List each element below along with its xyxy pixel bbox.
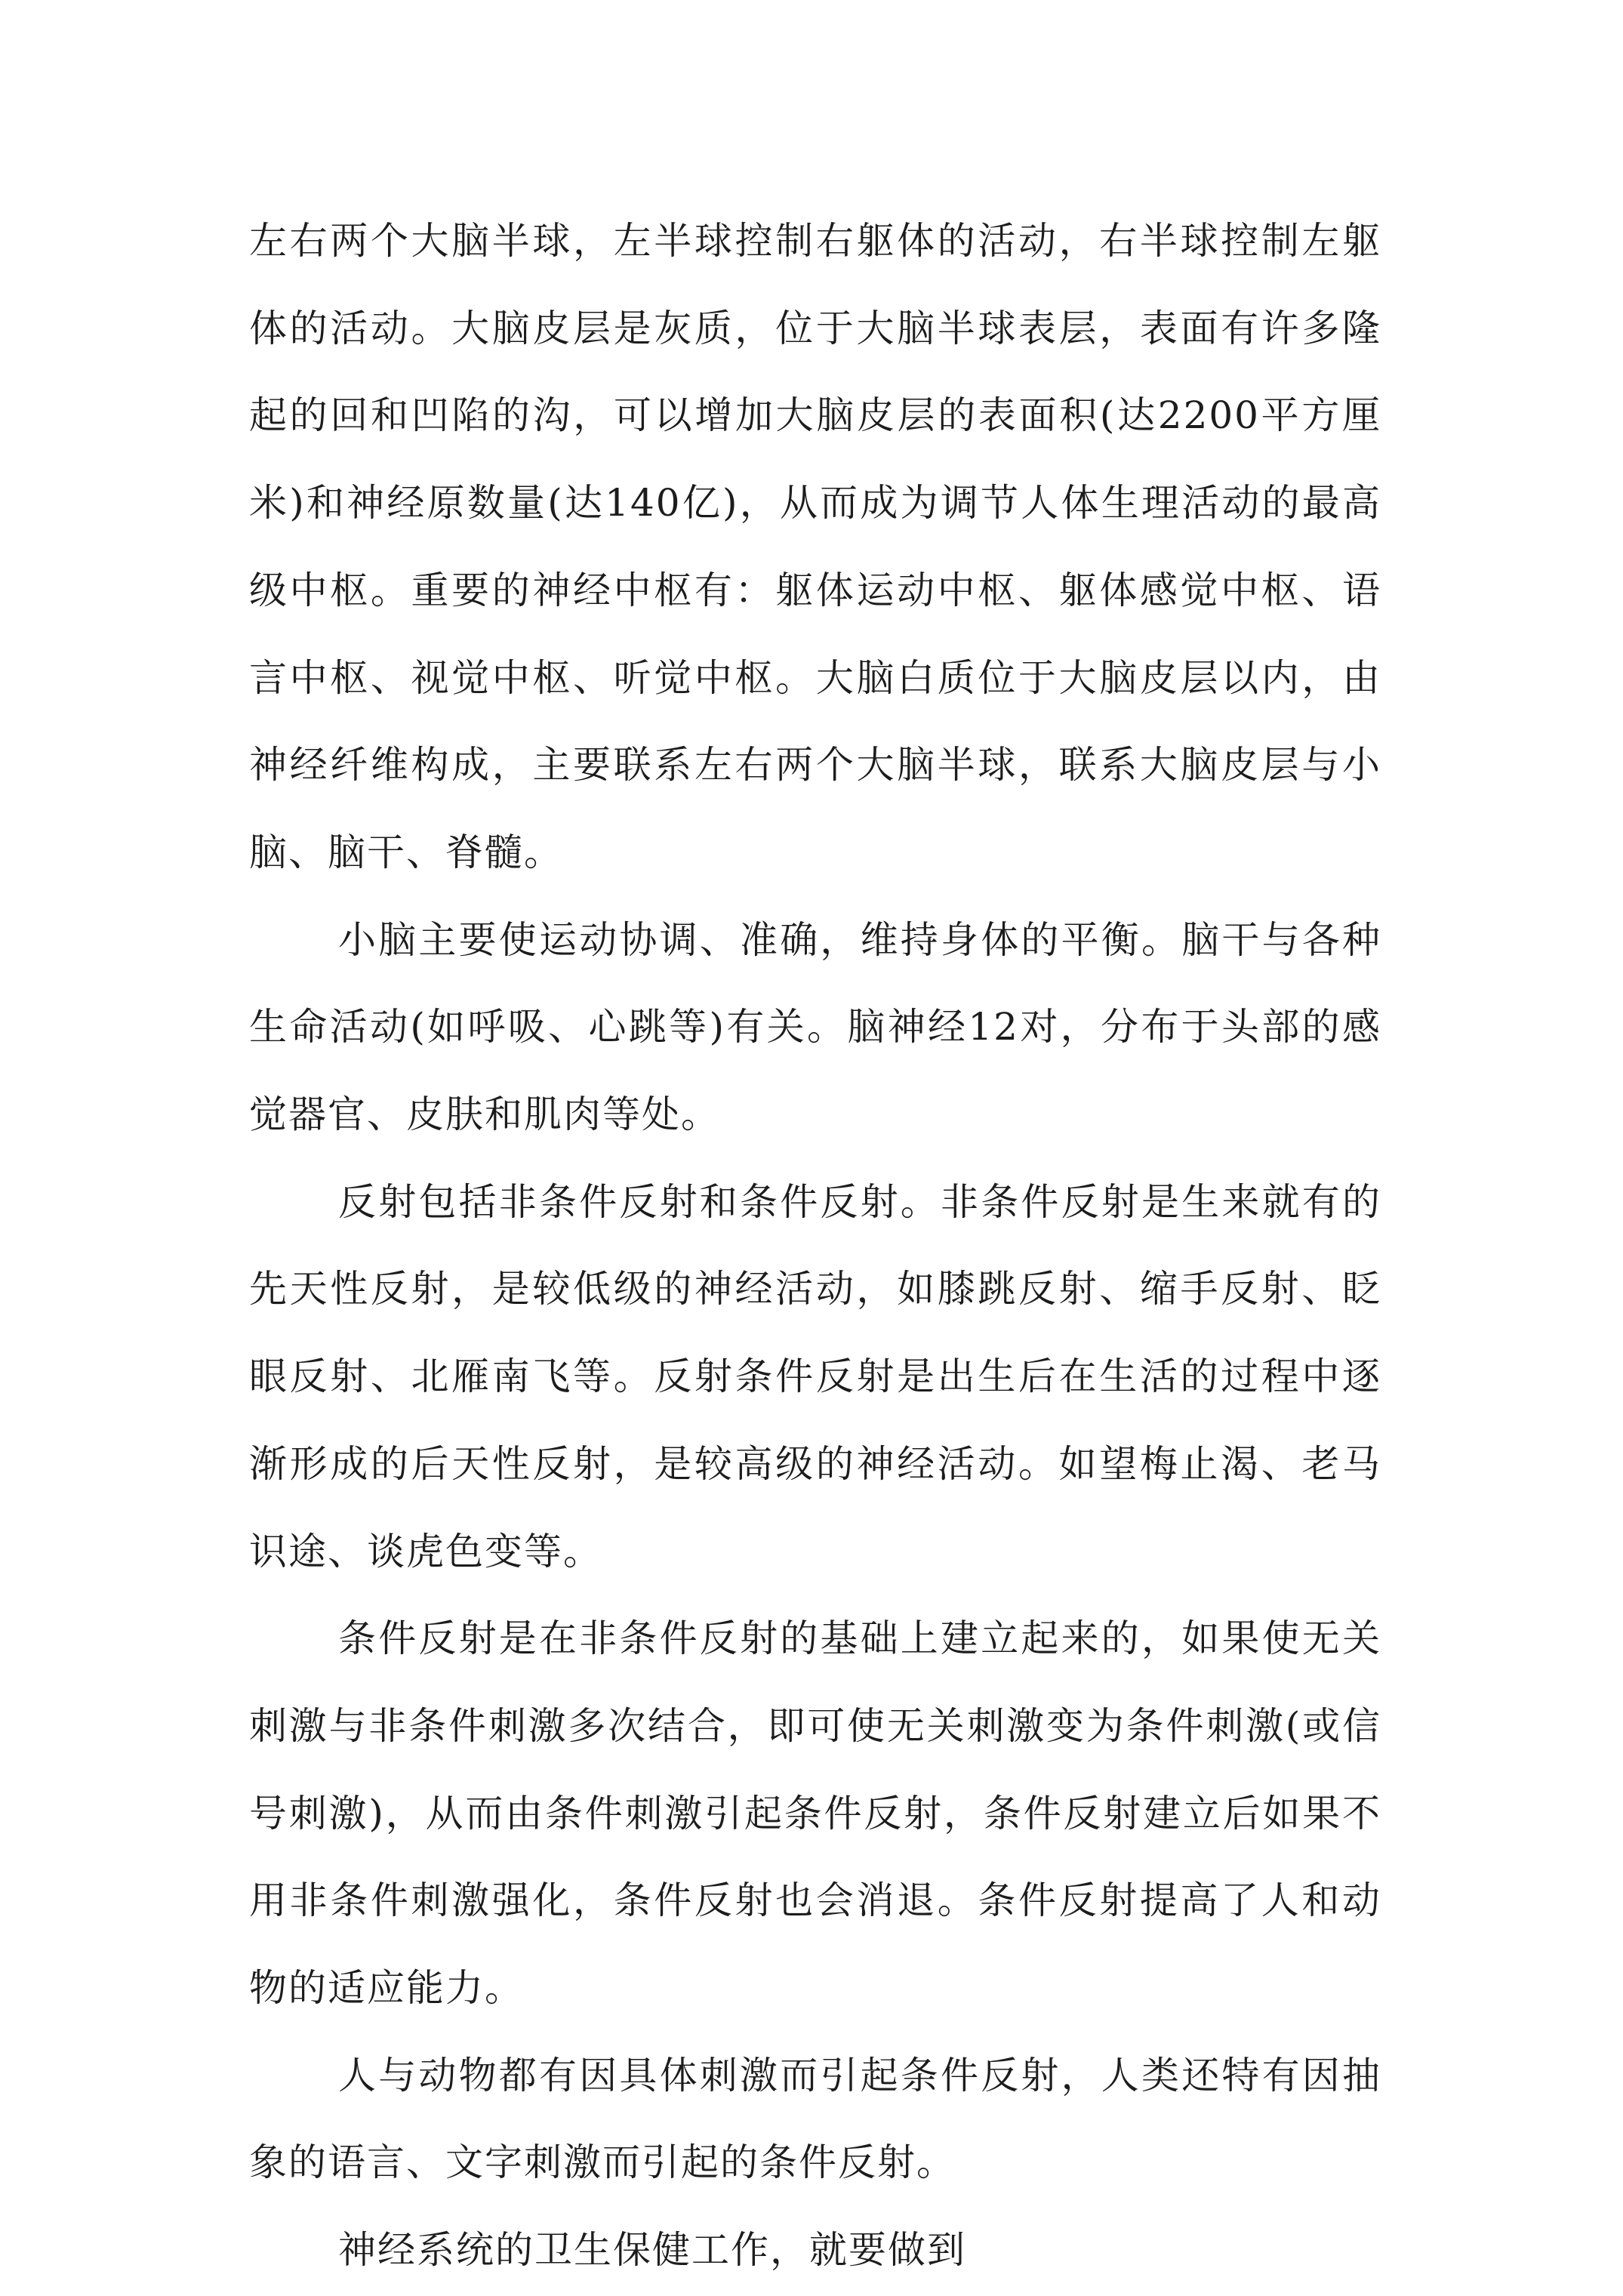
paragraph-conditioned-reflex: 条件反射是在非条件反射的基础上建立起来的，如果使无关刺激与非条件刺激多次结合，即可使无关刺激变为条件刺激(或信号刺激)，从而由条件刺激引起条件反射，条件反射建立后如果不用非条件刺激强化，条件反射也会消退。条件反射提高了人和动物的适应能力。 <box>249 1616 1381 2011</box>
paragraph-cerebellum-brainstem: 小脑主要使运动协调、准确，维持身体的平衡。脑干与各种生命活动(如呼吸、心跳等)有关。脑神经12对，分布于头部的感觉器官、皮肤和肌肉等处。 <box>249 917 1381 1137</box>
paragraph-reflex-types: 反射包括非条件反射和条件反射。非条件反射是生来就有的先天性反射，是较低级的神经活动，如膝跳反射、缩手反射、眨眼反射、北雁南飞等。反射条件反射是出生后在生活的过程中逐渐形成的后天性反射，是较高级的神经活动。如望梅止渴、老马识途、谈虎色变等。 <box>249 1179 1381 1573</box>
paragraph-human-reflex: 人与动物都有因具体刺激而引起条件反射，人类还特有因抽象的语言、文字刺激而引起的条件反射。 <box>249 2053 1381 2185</box>
paragraph-cerebrum: 左右两个大脑半球，左半球控制右躯体的活动，右半球控制左躯体的活动。大脑皮层是灰质，位于大脑半球表层，表面有许多隆起的回和凹陷的沟，可以增加大脑皮层的表面积(达2200平方厘米)和神经原数量(达140亿)，从而成为调节人体生理活动的最高级中枢。重要的神经中枢有：躯体运动中枢、躯体感觉中枢、语言中枢、视觉中枢、听觉中枢。大脑白质位于大脑皮层以内，由神经纤维构成，主要联系左右两个大脑半球，联系大脑皮层与小脑、脑干、脊髓。 <box>249 219 1381 874</box>
paragraph-hygiene: 神经系统的卫生保健工作，就要做到 <box>338 2228 966 2273</box>
document-body <box>249 198 1381 2294</box>
